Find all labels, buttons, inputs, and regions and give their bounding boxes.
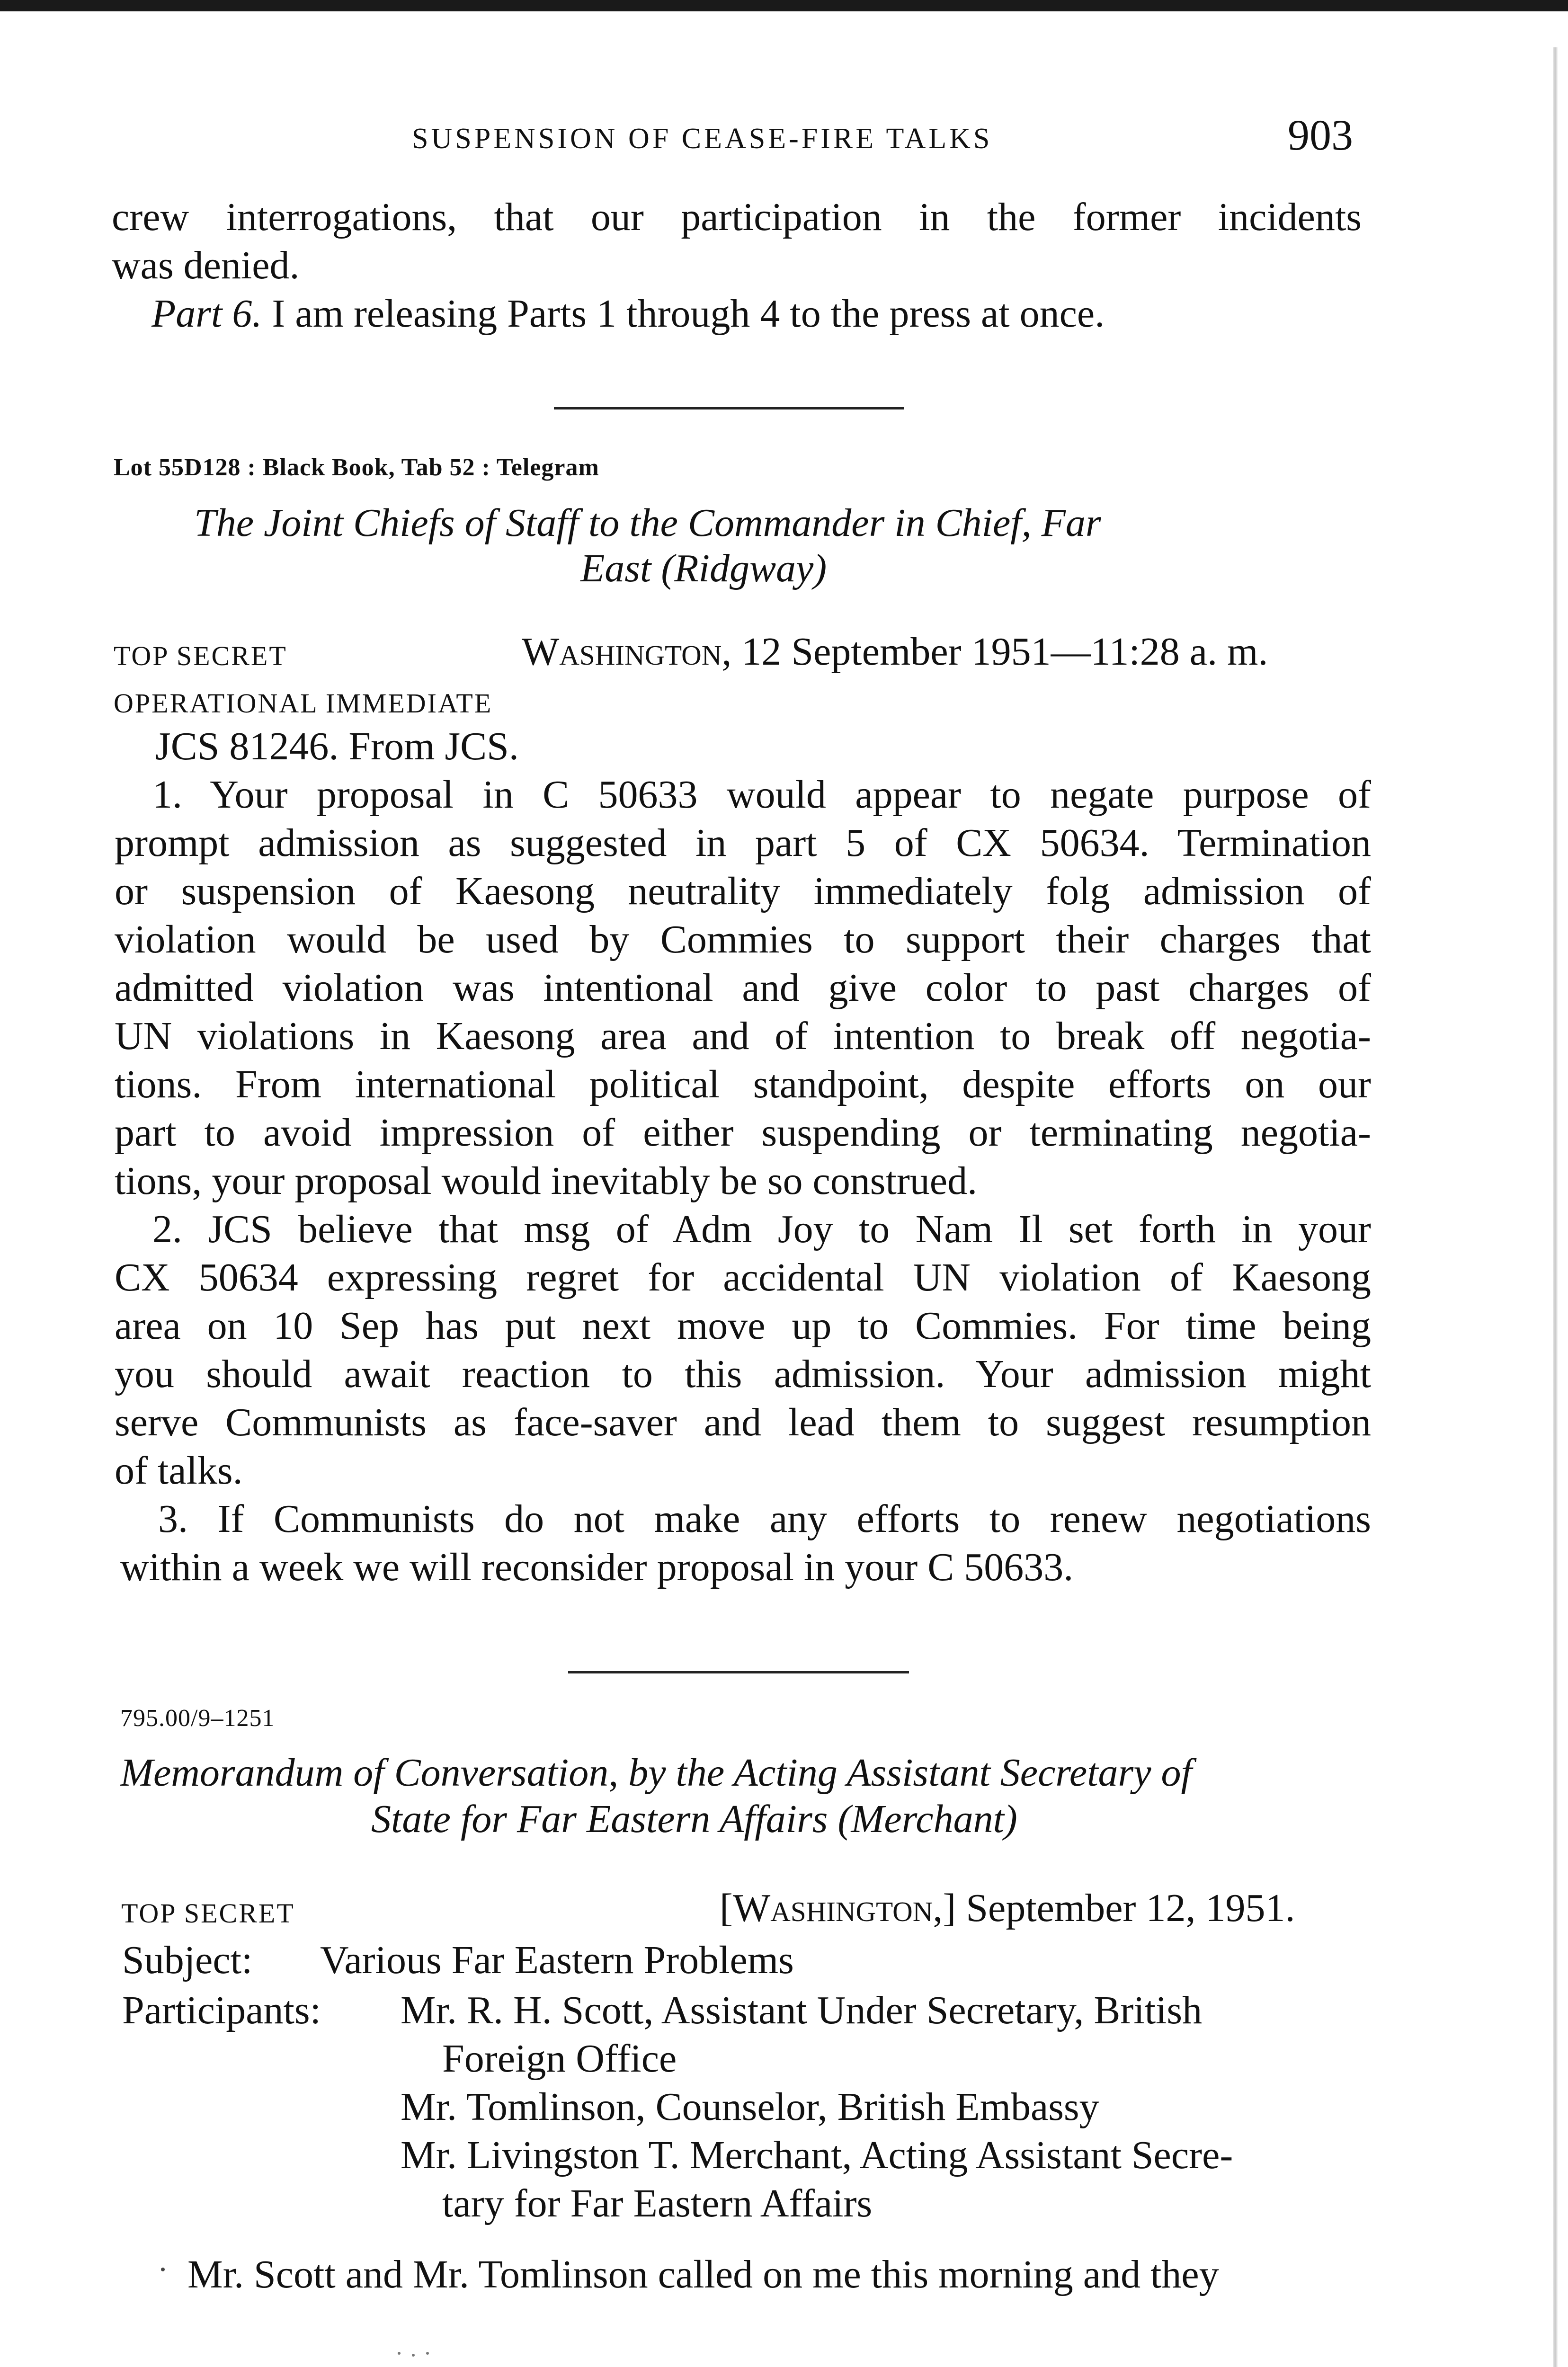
continuation-line: was denied. <box>112 243 300 287</box>
para2-line: CX 50634 expressing regret for accidental UN violation of Kaesong <box>115 1255 1371 1299</box>
part6-label: Part 6. <box>151 292 262 336</box>
dateline-place: [Washington,] <box>720 1886 956 1930</box>
scan-speck <box>398 2352 401 2355</box>
para1-line: admitted violation was intentional and give color to past charges of <box>115 966 1371 1010</box>
classification-marking: TOP SECRET <box>121 1898 295 1929</box>
para1-line: prompt admission as suggested in part 5 of CX 50634. Termination <box>115 821 1371 865</box>
scan-right-edge <box>1553 47 1558 2367</box>
para1-line: violation would be used by Commies to support their charges that <box>115 917 1371 961</box>
running-header: SUSPENSION OF CEASE-FIRE TALKS <box>412 123 993 155</box>
dateline <box>720 1884 1295 1932</box>
para1-line: UN violations in Kaesong area and of intention to break off negotia- <box>115 1014 1371 1058</box>
para2-line: of talks. <box>115 1449 243 1493</box>
para2-line: serve Communists as face-saver and lead them to suggest resumption <box>115 1400 1371 1444</box>
file-reference: 795.00/9–1251 <box>120 1705 275 1732</box>
para3-line: 3. If Communists do not make any efforts to renew negotiations <box>158 1497 1371 1541</box>
participant-line: Mr. R. H. Scott, Assistant Under Secretary, British <box>401 1988 1203 2032</box>
dateline <box>522 628 1268 676</box>
para1-line: 1. Your proposal in C 50633 would appear to negate purpose of <box>152 773 1371 817</box>
participants-list <box>401 1986 1233 2228</box>
continuation-line: crew interrogations, that our participation in the former incidents <box>112 195 1362 239</box>
subject-label: Subject: <box>122 1938 253 1982</box>
document-title-line: East (Ridgway) <box>580 546 827 590</box>
para2-line: area on 10 Sep has put next move up to Commies. For time being <box>115 1304 1371 1348</box>
scan-top-border <box>0 0 1568 11</box>
section-divider <box>568 1671 909 1673</box>
participants-label: Participants: <box>122 1988 321 2032</box>
participant-line: Foreign Office <box>442 2037 677 2081</box>
document-title-line: The Joint Chiefs of Staff to the Commander in Chief, Far <box>194 501 1101 545</box>
dateline-date: September 12, 1951. <box>956 1886 1295 1930</box>
paragraph-2 <box>115 1205 1371 1495</box>
para2-line: you should await reaction to this admission. Your admission might <box>115 1352 1371 1396</box>
dateline-date: , 12 September 1951—11:28 a. m. <box>722 630 1268 674</box>
para1-line: part to avoid impression of either suspending or terminating negotia- <box>115 1111 1371 1155</box>
para3-line: within a week we will reconsider proposal in your C 50633. <box>120 1545 1074 1589</box>
para1-line: tions. From international political standpoint, despite efforts on our <box>115 1062 1371 1106</box>
scan-speck <box>412 2354 415 2357</box>
paragraph-3 <box>120 1495 1371 1592</box>
scan-speck <box>426 2352 429 2355</box>
scan-speck <box>161 2268 165 2271</box>
participant-line: Mr. Tomlinson, Counselor, British Embassy <box>401 2085 1099 2129</box>
para1-line: or suspension of Kaesong neutrality immediately folg admission of <box>115 869 1371 913</box>
participant-line: Mr. Livingston T. Merchant, Acting Assistant Secre- <box>401 2133 1233 2177</box>
telegram-opening: JCS 81246. From JCS. <box>155 724 519 768</box>
page-number: 903 <box>1288 111 1353 159</box>
part6-paragraph <box>151 290 1105 338</box>
subject-value: Various Far Eastern Problems <box>320 1938 794 1982</box>
participant-line: tary for Far Eastern Affairs <box>442 2181 873 2225</box>
continuation-block <box>112 193 1362 290</box>
document-title-line: Memorandum of Conversation, by the Acting Assistant Secretary of <box>120 1751 1192 1795</box>
document-title-line: State for Far Eastern Affairs (Merchant) <box>371 1797 1017 1841</box>
para1-line: tions, your proposal would inevitably be so construed. <box>115 1159 978 1203</box>
dateline-place: Washington <box>522 630 722 674</box>
precedence-marking: OPERATIONAL IMMEDIATE <box>114 688 493 719</box>
paragraph-1 <box>115 771 1371 1205</box>
classification-marking: TOP SECRET <box>114 641 287 671</box>
memo-opening-line: Mr. Scott and Mr. Tomlinson called on me this morning and they <box>187 2252 1219 2296</box>
part6-text: I am releasing Parts 1 through 4 to the press at once. <box>262 292 1105 336</box>
file-reference: Lot 55D128 : Black Book, Tab 52 : Telegram <box>114 454 599 481</box>
section-divider <box>554 407 904 409</box>
para2-line: 2. JCS believe that msg of Adm Joy to Nam Il set forth in your <box>152 1207 1371 1251</box>
